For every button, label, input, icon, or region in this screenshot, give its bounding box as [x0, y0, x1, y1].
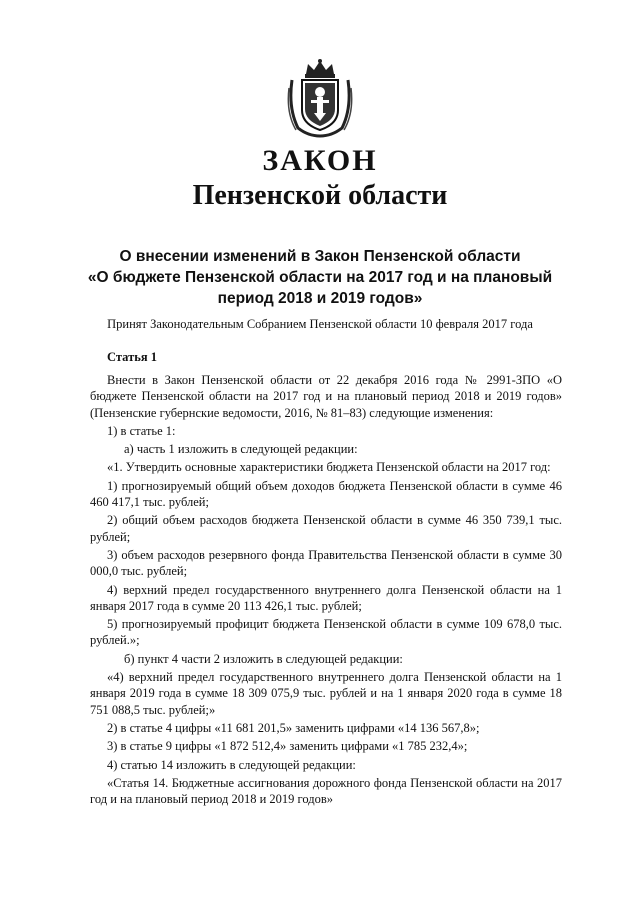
subject-line: «О бюджете Пензенской области на 2017 год и на плановый: [87, 269, 553, 286]
paragraph: б) пункт 4 части 2 изложить в следующей редакции:: [124, 651, 403, 666]
paragraph: 4) статью 14 изложить в следующей редакции:: [107, 757, 356, 772]
adoption-note: Принят Законодательным Собранием Пензенской области 10 февраля 2017 года: [107, 317, 533, 331]
law-title: ЗАКОН: [262, 144, 378, 177]
paragraph: 3) объем расходов резервного фонда Правительства Пензенской области в сумме 30 000,0 тыс. рублей;: [90, 547, 562, 579]
law-subject: [60, 246, 580, 309]
paragraph: 1) прогнозируемый общий объем доходов бюджета Пензенской области в сумме 46 460 417,1 тыс. рублей;: [90, 478, 562, 510]
paragraph: «1. Утвердить основные характеристики бюджета Пензенской области на 2017 год:: [107, 460, 551, 475]
subject-line: период 2018 и 2019 годов»: [217, 290, 423, 307]
paragraph: 2) общий объем расходов бюджета Пензенской области в сумме 46 350 739,1 тыс. рублей;: [90, 513, 562, 544]
coat-of-arms-icon: [286, 58, 354, 138]
paragraph: 3) в статье 9 цифры «1 872 512,4» заменить цифрами «1 785 232,4»;: [107, 739, 468, 754]
paragraph: Внести в Закон Пензенской области от 22 декабря 2016 года № 2991-ЗПО «О бюджете Пензенской области на 2017 год и на плановый период 2018 и 2019 годов» (Пензенские губернские ведомости, 2016, № 81–83) следующие изменения:: [90, 373, 562, 420]
paragraph: «4) верхний предел государственного внутреннего долга Пензенской области на 1 января 2019 года в сумме 18 309 075,9 тыс. рублей и на 1 января 2020 года в сумме 18 751 088,5 тыс. рублей;»: [90, 670, 562, 717]
article-heading: Статья 1: [107, 350, 157, 364]
paragraph: 1) в статье 1:: [107, 423, 176, 438]
subject-line: О внесении изменений в Закон Пензенской области: [119, 248, 521, 265]
paragraph: 2) в статье 4 цифры «11 681 201,5» заменить цифрами «14 136 567,8»;: [107, 720, 480, 735]
paragraph: а) часть 1 изложить в следующей редакции:: [124, 442, 358, 457]
law-body: [90, 349, 562, 809]
paragraph: «Статья 14. Бюджетные ассигнования дорожного фонда Пензенской области на 2017 год и на плановый период 2018 и 2019 годов»: [90, 775, 562, 807]
paragraph: 4) верхний предел государственного внутреннего долга Пензенской области на 1 января 2017 года в сумме 20 113 426,1 тыс. рублей;: [90, 582, 562, 613]
law-region-subtitle: Пензенской области: [192, 180, 448, 211]
paragraph: 5) прогнозируемый профицит бюджета Пензенской области в сумме 109 678,0 тыс. рублей.»;: [90, 617, 562, 648]
